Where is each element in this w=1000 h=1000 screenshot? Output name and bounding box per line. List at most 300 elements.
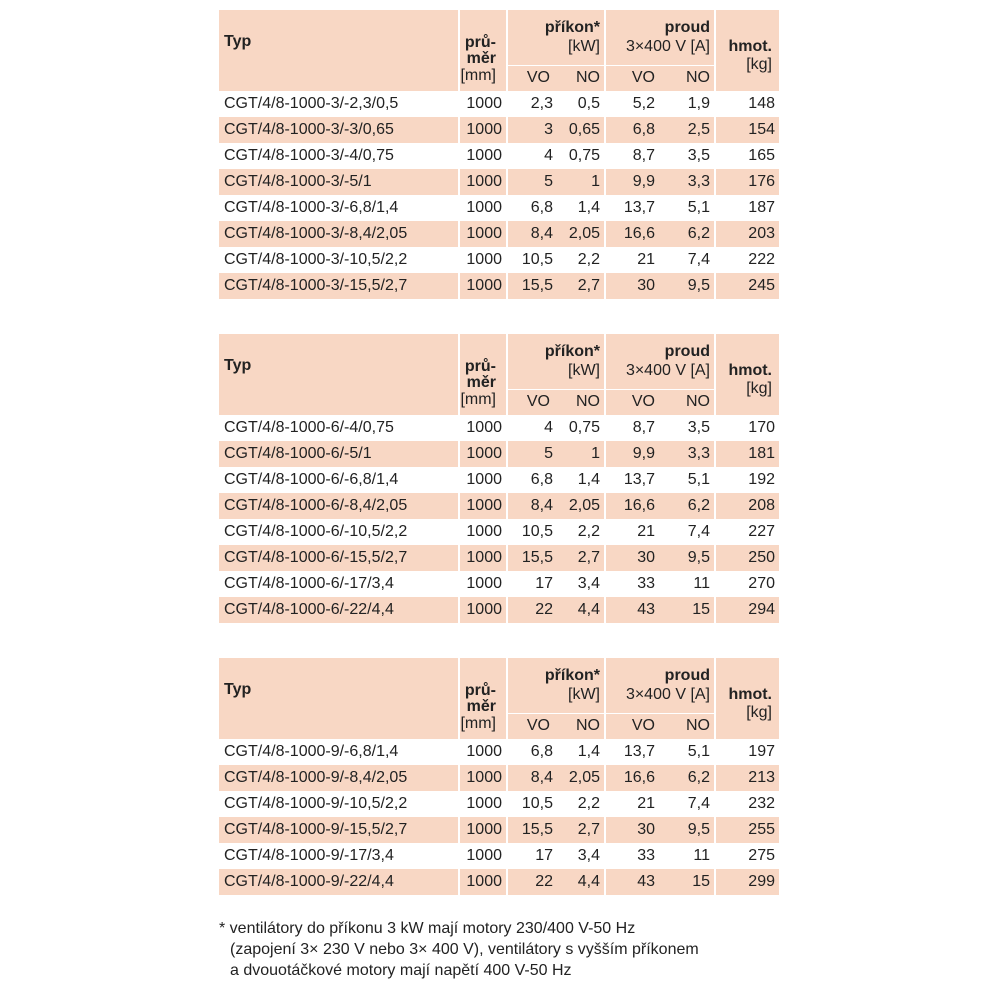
- cell-proud-vo: 13,7: [623, 199, 655, 216]
- column-divider: [714, 415, 716, 441]
- cell-typ: CGT/4/8-1000-3/-6,8/1,4: [224, 199, 399, 216]
- cell-prikon-vo: 6,8: [530, 743, 553, 760]
- column-divider: [506, 169, 508, 195]
- cell-proud-vo: 9,9: [632, 445, 655, 462]
- cell-prumer: 1000: [466, 199, 502, 216]
- cell-prikon-no: 3,4: [577, 575, 600, 592]
- header-prumer-unit: [mm]: [460, 715, 496, 732]
- cell-proud-no: 3,3: [687, 173, 710, 190]
- column-divider: [506, 273, 508, 299]
- column-divider: [506, 597, 508, 623]
- column-divider: [506, 221, 508, 247]
- cell-prikon-vo: 6,8: [530, 471, 553, 488]
- table-row: [219, 117, 779, 143]
- cell-prikon-vo: 10,5: [521, 795, 553, 812]
- cell-prikon-vo: 2,3: [530, 95, 553, 112]
- header-prumer-unit: [mm]: [460, 391, 496, 408]
- cell-proud-no: 7,4: [687, 795, 710, 812]
- header-proud-unit: 3×400 V [A]: [625, 362, 710, 379]
- cell-hmot: 187: [748, 199, 775, 216]
- cell-typ: CGT/4/8-1000-6/-5/1: [224, 445, 372, 462]
- table-row: [219, 91, 779, 117]
- header-prikon: příkon*: [544, 343, 600, 360]
- column-divider: [506, 791, 508, 817]
- cell-typ: CGT/4/8-1000-6/-4/0,75: [224, 419, 394, 436]
- cell-prikon-vo: 22: [535, 873, 553, 890]
- column-divider: [506, 545, 508, 571]
- header-prikon-no: NO: [576, 717, 600, 734]
- column-divider: [506, 247, 508, 273]
- cell-prikon-no: 1,4: [577, 471, 600, 488]
- header-divider: [506, 65, 604, 66]
- header-prumer-2: měr: [466, 50, 496, 67]
- column-divider: [458, 545, 460, 571]
- table-row: [219, 739, 779, 765]
- column-divider: [604, 247, 606, 273]
- header-prikon-vo: VO: [526, 393, 550, 410]
- cell-hmot: 165: [748, 147, 775, 164]
- header-divider: [604, 713, 714, 714]
- column-divider: [458, 597, 460, 623]
- cell-prumer: 1000: [466, 575, 502, 592]
- cell-proud-no: 7,4: [687, 251, 710, 268]
- header-proud-unit: 3×400 V [A]: [625, 686, 710, 703]
- cell-hmot: 181: [748, 445, 775, 462]
- column-divider: [714, 817, 716, 843]
- column-divider: [714, 91, 716, 117]
- cell-proud-vo: 30: [637, 549, 655, 566]
- column-divider: [458, 195, 460, 221]
- cell-prikon-no: 2,7: [577, 277, 600, 294]
- header-prikon-unit: [kW]: [568, 686, 600, 703]
- column-divider: [604, 493, 606, 519]
- cell-typ: CGT/4/8-1000-3/-5/1: [224, 173, 372, 190]
- cell-hmot: 222: [748, 251, 775, 268]
- header-prikon-vo: VO: [526, 69, 550, 86]
- header-prumer-2: měr: [466, 374, 496, 391]
- column-divider: [714, 869, 716, 895]
- header-proud-no: NO: [686, 69, 710, 86]
- column-divider: [714, 195, 716, 221]
- column-divider: [714, 597, 716, 623]
- cell-prikon-vo: 5: [544, 173, 553, 190]
- table-header: [219, 10, 779, 91]
- cell-typ: CGT/4/8-1000-3/-10,5/2,2: [224, 251, 408, 268]
- column-divider: [506, 658, 508, 739]
- column-divider: [458, 441, 460, 467]
- header-proud: proud: [664, 667, 710, 684]
- cell-prikon-vo: 17: [535, 847, 553, 864]
- cell-proud-no: 2,5: [687, 121, 710, 138]
- cell-prikon-vo: 8,4: [530, 225, 553, 242]
- cell-prikon-vo: 4: [544, 419, 553, 436]
- cell-typ: CGT/4/8-1000-3/-2,3/0,5: [224, 95, 399, 112]
- cell-proud-vo: 6,8: [632, 121, 655, 138]
- cell-typ: CGT/4/8-1000-6/-6,8/1,4: [224, 471, 399, 488]
- cell-proud-vo: 16,6: [623, 497, 655, 514]
- column-divider: [604, 843, 606, 869]
- column-divider: [506, 143, 508, 169]
- header-prikon-vo: VO: [526, 717, 550, 734]
- header-prikon-no: NO: [576, 393, 600, 410]
- header-proud: proud: [664, 343, 710, 360]
- column-divider: [604, 169, 606, 195]
- table-row: [219, 273, 779, 299]
- header-proud-no: NO: [686, 717, 710, 734]
- column-divider: [714, 143, 716, 169]
- cell-prikon-vo: 15,5: [521, 277, 553, 294]
- cell-prumer: 1000: [466, 121, 502, 138]
- cell-prumer: 1000: [466, 445, 502, 462]
- cell-prumer: 1000: [466, 277, 502, 294]
- table-header: [219, 334, 779, 415]
- column-divider: [714, 519, 716, 545]
- cell-hmot: 250: [748, 549, 775, 566]
- cell-typ: CGT/4/8-1000-3/-8,4/2,05: [224, 225, 408, 242]
- cell-proud-no: 5,1: [687, 471, 710, 488]
- cell-prikon-no: 2,7: [577, 549, 600, 566]
- cell-prumer: 1000: [466, 795, 502, 812]
- column-divider: [714, 10, 716, 91]
- cell-typ: CGT/4/8-1000-9/-6,8/1,4: [224, 743, 399, 760]
- cell-proud-no: 11: [693, 847, 710, 864]
- cell-proud-vo: 33: [637, 575, 655, 592]
- header-proud: proud: [664, 19, 710, 36]
- cell-prumer: 1000: [466, 95, 502, 112]
- column-divider: [458, 143, 460, 169]
- cell-prikon-no: 2,2: [577, 251, 600, 268]
- column-divider: [714, 545, 716, 571]
- column-divider: [714, 739, 716, 765]
- cell-hmot: 255: [748, 821, 775, 838]
- column-divider: [604, 221, 606, 247]
- header-hmot-unit: [kg]: [746, 704, 772, 721]
- header-hmot: hmot.: [728, 362, 772, 379]
- cell-prikon-no: 2,05: [568, 769, 600, 786]
- table-row: [219, 415, 779, 441]
- cell-proud-no: 3,3: [687, 445, 710, 462]
- cell-proud-no: 9,5: [687, 277, 710, 294]
- header-typ: Typ: [224, 681, 252, 698]
- cell-prikon-vo: 6,8: [530, 199, 553, 216]
- column-divider: [458, 739, 460, 765]
- cell-prumer: 1000: [466, 873, 502, 890]
- cell-hmot: 176: [748, 173, 775, 190]
- header-prumer-1: prů-: [464, 358, 496, 375]
- cell-proud-no: 7,4: [687, 523, 710, 540]
- header-prikon-unit: [kW]: [568, 362, 600, 379]
- cell-proud-no: 3,5: [687, 419, 710, 436]
- header-proud-vo: VO: [631, 393, 655, 410]
- cell-proud-no: 11: [693, 575, 710, 592]
- cell-prikon-no: 2,05: [568, 225, 600, 242]
- column-divider: [604, 143, 606, 169]
- cell-proud-vo: 43: [637, 873, 655, 890]
- cell-hmot: 245: [748, 277, 775, 294]
- column-divider: [458, 843, 460, 869]
- cell-prikon-no: 1,4: [577, 743, 600, 760]
- cell-hmot: 148: [748, 95, 775, 112]
- table-row: [219, 493, 779, 519]
- cell-typ: CGT/4/8-1000-3/-3/0,65: [224, 121, 394, 138]
- column-divider: [604, 519, 606, 545]
- cell-proud-vo: 5,2: [632, 95, 655, 112]
- cell-prumer: 1000: [466, 847, 502, 864]
- column-divider: [458, 415, 460, 441]
- cell-prikon-vo: 22: [535, 601, 553, 618]
- cell-proud-vo: 13,7: [623, 471, 655, 488]
- cell-typ: CGT/4/8-1000-9/-17/3,4: [224, 847, 394, 864]
- header-proud-vo: VO: [631, 717, 655, 734]
- table-row: [219, 597, 779, 623]
- header-divider: [506, 389, 604, 390]
- cell-typ: CGT/4/8-1000-9/-8,4/2,05: [224, 769, 408, 786]
- column-divider: [506, 467, 508, 493]
- cell-hmot: 192: [748, 471, 775, 488]
- column-divider: [714, 493, 716, 519]
- column-divider: [506, 195, 508, 221]
- cell-prumer: 1000: [466, 251, 502, 268]
- cell-prumer: 1000: [466, 225, 502, 242]
- cell-proud-no: 3,5: [687, 147, 710, 164]
- cell-hmot: 203: [748, 225, 775, 242]
- table-row: [219, 571, 779, 597]
- header-typ: Typ: [224, 33, 252, 50]
- column-divider: [604, 869, 606, 895]
- column-divider: [458, 493, 460, 519]
- cell-proud-vo: 13,7: [623, 743, 655, 760]
- cell-prikon-vo: 3: [544, 121, 553, 138]
- cell-prikon-no: 1: [591, 173, 600, 190]
- column-divider: [458, 571, 460, 597]
- column-divider: [506, 765, 508, 791]
- footnote-line-2: (zapojení 3× 230 V nebo 3× 400 V), ventilátory s vyšším příkonem: [230, 941, 699, 958]
- header-prikon-no: NO: [576, 69, 600, 86]
- column-divider: [458, 117, 460, 143]
- cell-proud-vo: 43: [637, 601, 655, 618]
- cell-proud-vo: 30: [637, 821, 655, 838]
- column-divider: [604, 10, 606, 91]
- cell-proud-vo: 21: [637, 251, 655, 268]
- column-divider: [458, 169, 460, 195]
- header-prikon: příkon*: [544, 667, 600, 684]
- column-divider: [604, 415, 606, 441]
- header-hmot: hmot.: [728, 686, 772, 703]
- column-divider: [714, 117, 716, 143]
- column-divider: [714, 843, 716, 869]
- table-row: [219, 843, 779, 869]
- column-divider: [604, 117, 606, 143]
- cell-prikon-vo: 8,4: [530, 769, 553, 786]
- cell-typ: CGT/4/8-1000-6/-8,4/2,05: [224, 497, 408, 514]
- cell-prumer: 1000: [466, 769, 502, 786]
- cell-typ: CGT/4/8-1000-9/-10,5/2,2: [224, 795, 408, 812]
- column-divider: [506, 415, 508, 441]
- column-divider: [458, 869, 460, 895]
- column-divider: [506, 91, 508, 117]
- column-divider: [714, 571, 716, 597]
- column-divider: [604, 817, 606, 843]
- column-divider: [458, 791, 460, 817]
- footnote-line-1: * ventilátory do příkonu 3 kW mají motory 230/400 V-50 Hz: [219, 920, 636, 937]
- cell-proud-vo: 21: [637, 523, 655, 540]
- cell-hmot: 275: [748, 847, 775, 864]
- cell-prikon-no: 3,4: [577, 847, 600, 864]
- column-divider: [506, 10, 508, 91]
- cell-prikon-no: 2,2: [577, 795, 600, 812]
- header-hmot: hmot.: [728, 38, 772, 55]
- cell-prumer: 1000: [466, 173, 502, 190]
- cell-prikon-vo: 15,5: [521, 549, 553, 566]
- column-divider: [458, 765, 460, 791]
- cell-hmot: 232: [748, 795, 775, 812]
- cell-proud-no: 15: [692, 601, 710, 618]
- header-prikon-unit: [kW]: [568, 38, 600, 55]
- header-typ: Typ: [224, 357, 252, 374]
- column-divider: [714, 247, 716, 273]
- cell-proud-no: 6,2: [687, 225, 710, 242]
- header-divider: [506, 713, 604, 714]
- column-divider: [506, 571, 508, 597]
- column-divider: [506, 843, 508, 869]
- cell-proud-no: 6,2: [687, 769, 710, 786]
- header-prumer-2: měr: [466, 698, 496, 715]
- column-divider: [714, 467, 716, 493]
- cell-proud-vo: 16,6: [623, 769, 655, 786]
- cell-prikon-no: 4,4: [577, 873, 600, 890]
- cell-prikon-vo: 8,4: [530, 497, 553, 514]
- cell-typ: CGT/4/8-1000-3/-4/0,75: [224, 147, 394, 164]
- header-prumer-1: prů-: [464, 34, 496, 51]
- column-divider: [604, 791, 606, 817]
- spec-table-3: [219, 658, 779, 895]
- cell-prikon-vo: 10,5: [521, 523, 553, 540]
- column-divider: [506, 817, 508, 843]
- table-row: [219, 791, 779, 817]
- column-divider: [604, 739, 606, 765]
- column-divider: [458, 273, 460, 299]
- cell-typ: CGT/4/8-1000-6/-22/4,4: [224, 601, 394, 618]
- cell-proud-vo: 8,7: [632, 419, 655, 436]
- cell-prumer: 1000: [466, 471, 502, 488]
- cell-prikon-vo: 15,5: [521, 821, 553, 838]
- column-divider: [458, 221, 460, 247]
- cell-prumer: 1000: [466, 147, 502, 164]
- cell-proud-vo: 33: [637, 847, 655, 864]
- cell-prikon-no: 0,75: [568, 419, 600, 436]
- column-divider: [506, 117, 508, 143]
- column-divider: [458, 817, 460, 843]
- cell-hmot: 154: [748, 121, 775, 138]
- cell-typ: CGT/4/8-1000-6/-17/3,4: [224, 575, 394, 592]
- header-proud-unit: 3×400 V [A]: [625, 38, 710, 55]
- footnote: [219, 918, 699, 981]
- header-divider: [604, 389, 714, 390]
- cell-prikon-no: 1,4: [577, 199, 600, 216]
- cell-proud-no: 9,5: [687, 821, 710, 838]
- table-row: [219, 169, 779, 195]
- table-row: [219, 441, 779, 467]
- column-divider: [604, 597, 606, 623]
- cell-typ: CGT/4/8-1000-9/-15,5/2,7: [224, 821, 408, 838]
- cell-prikon-no: 0,75: [568, 147, 600, 164]
- cell-prumer: 1000: [466, 743, 502, 760]
- cell-proud-vo: 30: [637, 277, 655, 294]
- column-divider: [714, 658, 716, 739]
- column-divider: [604, 467, 606, 493]
- cell-prumer: 1000: [466, 419, 502, 436]
- table-row: [219, 519, 779, 545]
- table-row: [219, 143, 779, 169]
- cell-proud-no: 6,2: [687, 497, 710, 514]
- cell-typ: CGT/4/8-1000-6/-10,5/2,2: [224, 523, 408, 540]
- column-divider: [458, 247, 460, 273]
- cell-prikon-no: 2,7: [577, 821, 600, 838]
- header-hmot-unit: [kg]: [746, 380, 772, 397]
- cell-prikon-no: 1: [591, 445, 600, 462]
- cell-prumer: 1000: [466, 549, 502, 566]
- cell-prumer: 1000: [466, 523, 502, 540]
- cell-proud-vo: 16,6: [623, 225, 655, 242]
- cell-hmot: 299: [748, 873, 775, 890]
- column-divider: [506, 441, 508, 467]
- cell-hmot: 170: [748, 419, 775, 436]
- column-divider: [506, 739, 508, 765]
- spec-table-2: [219, 334, 779, 623]
- cell-hmot: 270: [748, 575, 775, 592]
- table-row: [219, 195, 779, 221]
- cell-prikon-vo: 5: [544, 445, 553, 462]
- column-divider: [714, 441, 716, 467]
- cell-hmot: 208: [748, 497, 775, 514]
- table-header: [219, 658, 779, 739]
- column-divider: [506, 519, 508, 545]
- cell-hmot: 227: [748, 523, 775, 540]
- cell-hmot: 294: [748, 601, 775, 618]
- column-divider: [458, 91, 460, 117]
- column-divider: [604, 441, 606, 467]
- header-proud-vo: VO: [631, 69, 655, 86]
- header-prikon: příkon*: [544, 19, 600, 36]
- table-row: [219, 467, 779, 493]
- cell-prumer: 1000: [466, 601, 502, 618]
- column-divider: [458, 467, 460, 493]
- cell-hmot: 213: [748, 769, 775, 786]
- cell-prikon-vo: 17: [535, 575, 553, 592]
- column-divider: [604, 273, 606, 299]
- cell-prikon-no: 2,2: [577, 523, 600, 540]
- column-divider: [604, 195, 606, 221]
- cell-prumer: 1000: [466, 497, 502, 514]
- cell-prumer: 1000: [466, 821, 502, 838]
- cell-proud-no: 15: [692, 873, 710, 890]
- column-divider: [604, 334, 606, 415]
- cell-prikon-no: 0,5: [577, 95, 600, 112]
- table-row: [219, 545, 779, 571]
- header-proud-no: NO: [686, 393, 710, 410]
- spec-table-1: [219, 10, 779, 299]
- cell-proud-no: 1,9: [687, 95, 710, 112]
- table-row: [219, 247, 779, 273]
- column-divider: [506, 334, 508, 415]
- header-hmot-unit: [kg]: [746, 56, 772, 73]
- cell-prikon-no: 2,05: [568, 497, 600, 514]
- column-divider: [604, 571, 606, 597]
- cell-proud-no: 5,1: [687, 743, 710, 760]
- cell-prikon-vo: 10,5: [521, 251, 553, 268]
- column-divider: [714, 334, 716, 415]
- cell-hmot: 197: [748, 743, 775, 760]
